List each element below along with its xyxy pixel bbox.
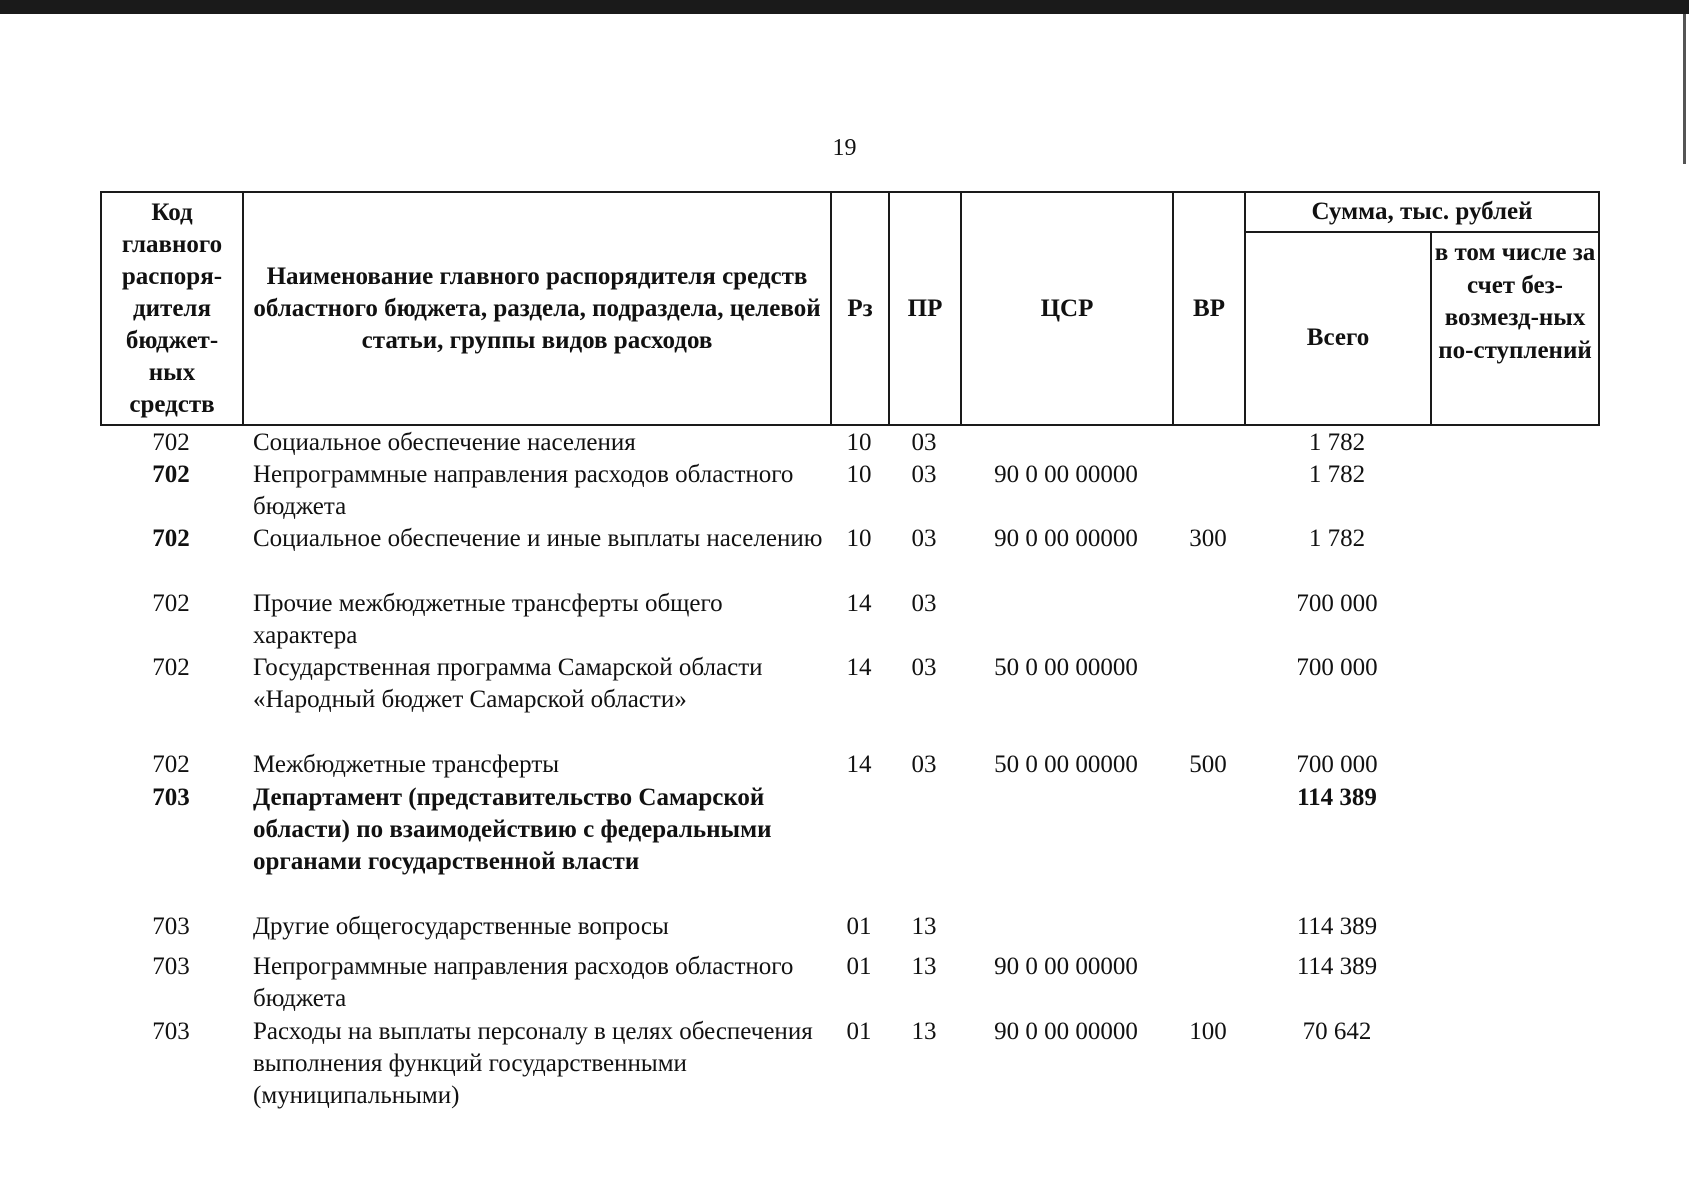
cell-code: 703 bbox=[152, 1018, 190, 1045]
cell-name: Государственная программа Самарской области «Народный бюджет Самарской области» bbox=[253, 654, 763, 713]
scan-top-border bbox=[0, 0, 1689, 14]
cell-total: 700 000 bbox=[1296, 590, 1378, 617]
cell-rz: 01 bbox=[846, 913, 872, 940]
cell-csr: 90 0 00 00000 bbox=[994, 525, 1138, 552]
cell-total: 114 389 bbox=[1297, 784, 1377, 811]
cell-total: 1 782 bbox=[1308, 525, 1366, 552]
cell-total: 700 000 bbox=[1296, 751, 1378, 778]
cell-rz: 14 bbox=[846, 751, 872, 778]
cell-csr: 50 0 00 00000 bbox=[994, 751, 1138, 778]
cell-code: 703 bbox=[152, 913, 190, 940]
cell-code: 702 bbox=[152, 751, 190, 778]
cell-rz: 01 bbox=[846, 953, 872, 980]
cell-name: Прочие межбюджетные трансферты общего характера bbox=[253, 590, 723, 649]
cell-pr: 13 bbox=[911, 953, 937, 980]
cell-name: Межбюджетные трансферты bbox=[253, 751, 560, 778]
cell-total: 1 782 bbox=[1308, 429, 1366, 456]
cell-csr: 90 0 00 00000 bbox=[994, 953, 1138, 980]
header-code: Код главного распоря-дителя бюджет-ных средств bbox=[101, 192, 243, 425]
cell-total: 1 782 bbox=[1308, 461, 1366, 488]
cell-vr: 500 bbox=[1189, 751, 1227, 778]
cell-vr: 100 bbox=[1189, 1018, 1227, 1045]
cell-rz: 10 bbox=[846, 525, 872, 552]
cell-name: Расходы на выплаты персоналу в целях обеспечения выполнения функций государственными (муниципальными) bbox=[253, 1018, 813, 1109]
header-sum: Сумма, тыс. рублей bbox=[1245, 192, 1599, 232]
cell-total: 114 389 bbox=[1296, 913, 1378, 940]
header-csr: ЦСР bbox=[961, 192, 1173, 425]
cell-rz: 10 bbox=[846, 461, 872, 488]
cell-rz: 14 bbox=[846, 654, 872, 681]
cell-pr: 13 bbox=[911, 1018, 937, 1045]
cell-name: Социальное обеспечение и иные выплаты населению bbox=[253, 525, 823, 552]
header-incl-free-receipts: в том числе за счет без-возмезд-ных по-ступлений bbox=[1431, 232, 1599, 425]
header-vr: ВР bbox=[1173, 192, 1245, 425]
cell-name: Другие общегосударственные вопросы bbox=[253, 913, 669, 940]
cell-name: Социальное обеспечение населения bbox=[253, 429, 636, 456]
cell-code: 703 bbox=[152, 784, 190, 811]
cell-code: 702 bbox=[152, 590, 190, 617]
cell-pr: 03 bbox=[911, 429, 937, 456]
cell-total: 700 000 bbox=[1296, 654, 1378, 681]
cell-csr: 90 0 00 00000 bbox=[994, 1018, 1138, 1045]
cell-pr: 03 bbox=[911, 751, 937, 778]
cell-code: 703 bbox=[152, 953, 190, 980]
cell-code: 702 bbox=[152, 429, 190, 456]
cell-code: 702 bbox=[152, 461, 190, 488]
header-rz: Рз bbox=[831, 192, 889, 425]
header-total: Всего bbox=[1245, 232, 1431, 425]
cell-rz: 10 bbox=[846, 429, 872, 456]
cell-name: Департамент (представительство Самарской области) по взаимодействию с федеральными органами государственной власти bbox=[253, 784, 772, 875]
header-name: Наименование главного распорядителя средств областного бюджета, раздела, подраздела, целевой статьи, группы видов расходов bbox=[243, 192, 831, 425]
cell-csr: 50 0 00 00000 bbox=[994, 654, 1138, 681]
cell-name: Непрограммные направления расходов областного бюджета bbox=[253, 461, 794, 520]
cell-total: 70 642 bbox=[1302, 1018, 1372, 1045]
table-header bbox=[100, 191, 1600, 426]
cell-csr: 90 0 00 00000 bbox=[994, 461, 1138, 488]
cell-vr: 300 bbox=[1189, 525, 1227, 552]
cell-pr: 03 bbox=[911, 654, 937, 681]
cell-rz: 14 bbox=[846, 590, 872, 617]
page-number: 19 bbox=[832, 135, 857, 161]
cell-rz: 01 bbox=[846, 1018, 872, 1045]
cell-name: Непрограммные направления расходов областного бюджета bbox=[253, 953, 794, 1012]
cell-pr: 03 bbox=[911, 525, 937, 552]
cell-pr: 13 bbox=[911, 913, 937, 940]
cell-code: 702 bbox=[152, 525, 190, 552]
cell-pr: 03 bbox=[911, 590, 937, 617]
cell-total: 114 389 bbox=[1296, 953, 1378, 980]
cell-pr: 03 bbox=[911, 461, 937, 488]
cell-code: 702 bbox=[152, 654, 190, 681]
header-pr: ПР bbox=[889, 192, 961, 425]
